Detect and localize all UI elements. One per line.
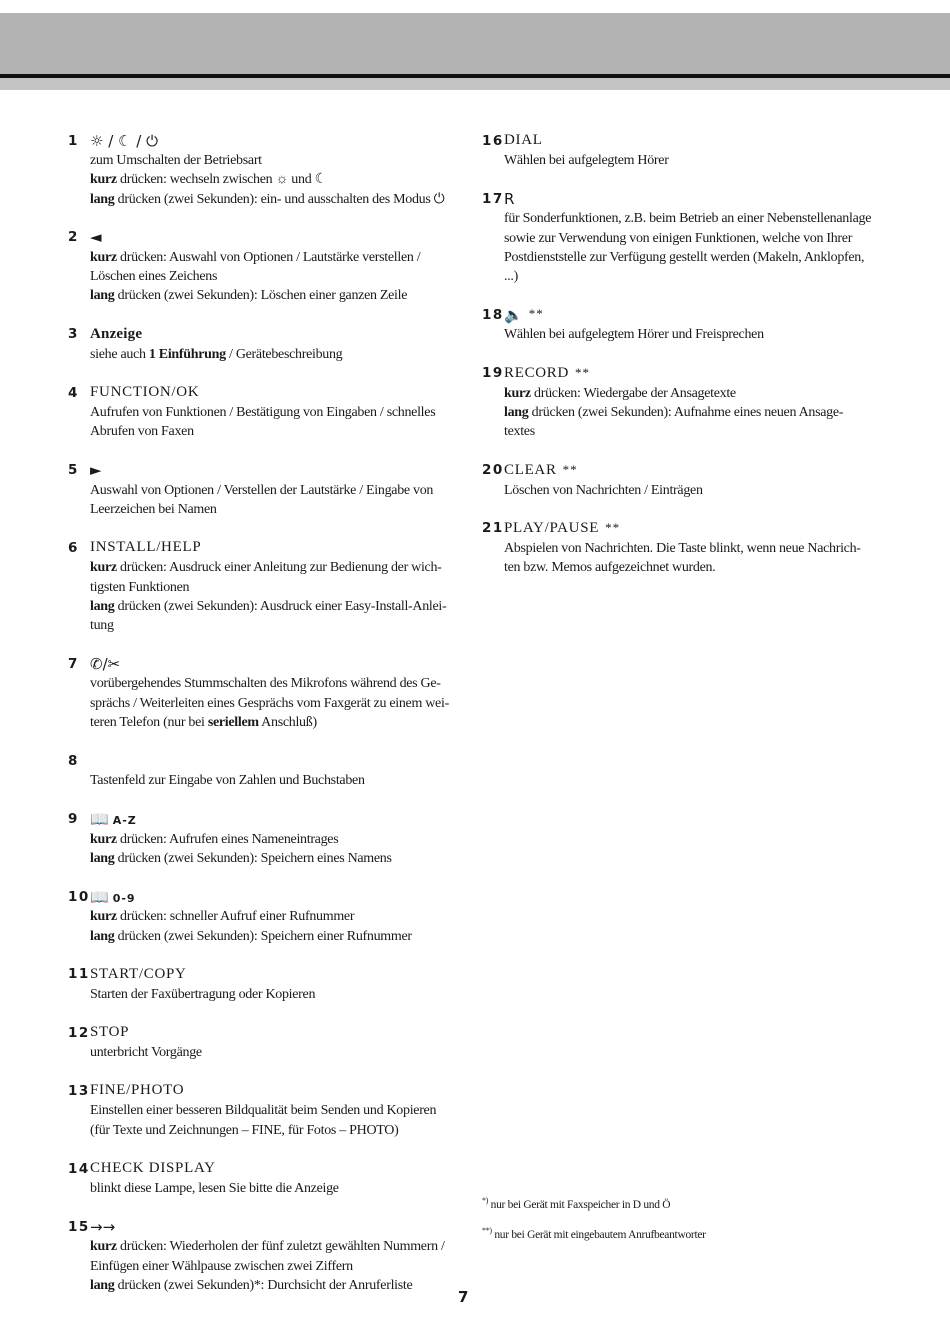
item-description [90,985,452,1004]
key-symbol-icon [90,132,158,150]
header-band [0,13,950,75]
description-line: zum Umschalten der Betriebsart [90,153,262,168]
item-description [504,539,866,578]
item-number: 15 [68,1218,90,1235]
description-line: tung [90,618,114,634]
item-number: 21 [482,520,504,537]
item-description [90,1179,452,1198]
item-description [90,1101,452,1140]
description-line [90,713,452,732]
text-run: Anschluß) [258,715,317,731]
item-heading [68,1158,452,1179]
text-run: drücken: Ausdruck einer Anleitung zur Bedienung der wich- [116,560,442,576]
item-number: 16 [482,132,504,149]
description-line: für Sonderfunktionen, z.B. beim Betrieb an einer Nebenstellenanlage [504,211,872,227]
item-title: FUNCTION/OK [90,384,200,401]
emphasis: kurz [90,1239,117,1255]
page-number: 7 [458,1288,469,1306]
legend-item [68,1080,452,1140]
text-run: drücken: schneller Aufruf einer Rufnummer [116,909,355,925]
item-description [504,209,872,286]
item-heading [68,653,452,674]
key-symbol-icon [90,1218,115,1236]
item-title: FINE/PHOTO [90,1082,185,1099]
item-title: PLAY/PAUSE [504,519,600,536]
description-line: sprächs / Weiterleiten eines Gesprächs vom Faxgerät zu einem wei- [90,695,449,711]
item-title: RECORD [504,364,570,381]
item-number: 20 [482,462,504,479]
legend-item [68,382,452,442]
item-description [90,771,452,790]
description-line: Wählen bei aufgelegtem Hörer und Freisprechen [504,327,764,343]
description-line [90,597,452,616]
legend-item [68,324,452,364]
description-line: Leerzeichen bei Namen [90,501,217,517]
emphasis: 1 Einführung [148,346,226,362]
emphasis: lang [90,928,115,944]
footnote-marker: ** [528,306,544,322]
emphasis: lang [90,1277,115,1293]
item-number: 13 [68,1082,90,1099]
key-symbol-glyph: ◄ [90,228,102,247]
legend-item [68,964,452,1004]
right-column [482,130,872,596]
text-run: drücken: Aufrufen eines Nameneintrages [116,831,339,847]
emphasis: lang [90,288,115,304]
key-symbol-icon [90,228,102,246]
item-number: 10 [68,888,90,905]
description-line [90,1237,452,1256]
legend-item [68,750,452,790]
footnote: *) nur bei Gerät mit Faxspeicher in D und Ö [482,1196,671,1211]
item-number: 6 [68,539,79,556]
footnote-marker: ** [605,519,621,535]
legend-item [482,304,866,344]
description-line [90,170,452,189]
text-run: drücken (zwei Sekunden): Aufnahme eines neuen Ansage- [528,405,844,421]
item-heading [68,964,452,985]
key-symbol-glyph: →→ [90,1217,116,1236]
text-run: drücken: Wiedergabe der Ansagetexte [530,385,736,401]
item-number: 8 [68,752,79,769]
item-number: 14 [68,1160,90,1177]
emphasis: kurz [90,249,117,265]
emphasis: lang [90,850,115,866]
item-title: CHECK DISPLAY [90,1160,216,1177]
description-line: Starten der Faxübertragung oder Kopieren [90,986,316,1002]
description-line [90,190,452,209]
legend-item [68,1158,452,1198]
footnote-marker: ** [562,461,578,477]
text-run: / Gerätebeschreibung [225,346,343,362]
left-column [68,130,452,1313]
description-line: Einfügen einer Wählpause zwischen zwei Ziffern [90,1258,353,1274]
text-run: teren Telefon (nur bei [90,715,208,731]
text-run: drücken: Auswahl von Optionen / Lautstärke verstellen / [116,249,421,265]
legend-item [68,653,452,732]
legend-item [482,518,866,578]
text-run: drücken (zwei Sekunden): Speichern einer Rufnummer [114,928,412,944]
item-heading [482,518,866,539]
item-number: 4 [68,384,79,401]
item-description [504,151,866,170]
text-run: drücken (zwei Sekunden): ein- und ausschalten des Modus ⏻ [114,191,445,207]
item-description [90,403,452,442]
description-line [504,384,866,403]
item-title: Anzeige [90,325,143,342]
item-number: 1 [68,132,79,149]
key-symbol-glyph: 🔈 [504,305,523,324]
description-line: Tastenfeld zur Eingabe von Zahlen und Buchstaben [90,773,365,789]
description-line: Postdienststelle zur Verfügung gestellt werden (Makeln, Anklopfen, [504,249,865,265]
emphasis: kurz [90,831,117,847]
emphasis: kurz [90,560,117,576]
item-heading [68,130,452,151]
key-symbol-icon [90,461,102,479]
text-run: drücken (zwei Sekunden): Ausdruck einer Easy-Install-Anlei- [114,598,447,614]
emphasis: seriellem [207,715,259,731]
item-description [90,907,452,946]
footnotes [482,1188,706,1248]
item-number: 3 [68,326,79,343]
footnote: **) nur bei Gerät mit eingebautem Anrufbeantworter [482,1225,706,1241]
item-title: CLEAR [504,461,557,478]
legend-item [482,460,866,500]
key-symbol-icon [504,306,523,324]
item-heading [68,809,452,830]
description-line: Aufrufen von Funktionen / Bestätigung von Eingaben / schnelles [90,405,436,421]
description-line: Auswahl von Optionen / Verstellen der Lautstärke / Eingabe von [90,482,434,498]
header-subband [0,78,950,90]
emphasis: kurz [90,909,117,925]
description-line [90,248,452,267]
key-symbol-tag: 0-9 [112,891,136,905]
item-heading [482,188,866,209]
item-heading [68,324,452,345]
item-heading [68,1022,452,1043]
item-description [90,248,452,306]
description-line [90,558,452,577]
item-description [90,1043,452,1062]
legend-item [68,460,452,520]
description-line: ten bzw. Memos aufgezeichnet wurden. [504,560,716,576]
text-run: drücken (zwei Sekunden): Löschen einer ganzen Zeile [114,288,408,304]
item-heading [68,460,452,481]
item-description [504,325,866,344]
description-line [90,849,452,868]
item-description [90,1237,452,1295]
item-heading [68,537,452,558]
legend-item [482,363,866,442]
legend-item [68,886,452,946]
item-heading [68,886,452,907]
key-symbol-glyph: R [504,189,515,208]
emphasis: kurz [90,172,117,188]
description-line: unterbricht Vorgänge [90,1045,202,1061]
description-line: sowie zur Verwendung von einigen Funktionen, welche von Ihrer [504,230,853,246]
item-title: START/COPY [90,965,187,982]
description-line: vorübergehendes Stummschalten des Mikrofons während des Ge- [90,676,441,692]
description-line [90,927,452,946]
emphasis: lang [504,405,529,421]
item-description [504,481,866,500]
description-line: tigsten Funktionen [90,579,190,595]
item-heading [68,1080,452,1101]
item-number: 5 [68,462,79,479]
item-number: 17 [482,190,504,207]
description-line: Abrufen von Faxen [90,424,194,440]
key-symbol-icon [90,810,137,828]
item-heading [68,382,452,403]
item-description [90,674,452,732]
description-line: Abspielen von Nachrichten. Die Taste blinkt, wenn neue Nachrich- [504,540,861,556]
key-symbol-tag: A-Z [112,814,137,828]
description-line [90,830,452,849]
item-description [90,151,452,209]
emphasis: lang [90,191,115,207]
description-line: (für Texte und Zeichnungen – FINE, für Fotos – PHOTO) [90,1122,399,1138]
item-number: 2 [68,229,79,246]
emphasis: kurz [504,385,531,401]
text-run: drücken (zwei Sekunden): Speichern eines Namens [114,850,392,866]
item-number: 9 [68,811,79,828]
description-line [90,1276,452,1295]
description-line [90,286,452,305]
item-heading [68,1216,452,1237]
description-line: Löschen von Nachrichten / Einträgen [504,482,703,498]
item-description [90,345,452,364]
key-symbol-glyph: 📖 [90,887,109,906]
item-heading [482,130,866,151]
legend-item [68,227,452,306]
description-line: Einstellen einer besseren Bildqualität beim Senden und Kopieren [90,1103,437,1119]
description-line [504,403,866,422]
key-symbol-glyph: 📖 [90,810,109,829]
key-symbol-icon [90,888,136,906]
key-symbol-icon [504,190,514,208]
item-description [90,830,452,869]
item-description [90,481,452,520]
item-number: 18 [482,306,504,323]
item-heading [482,363,866,384]
description-line: Löschen eines Zeichens [90,269,218,285]
item-heading [482,460,866,481]
description-line [90,345,452,364]
item-description [504,384,866,442]
item-heading [482,304,866,325]
key-symbol-glyph: ✆/✂ [90,654,121,673]
key-symbol-icon [90,655,120,673]
legend-item [68,809,452,869]
description-line [90,907,452,926]
description-line: blinkt diese Lampe, lesen Sie bitte die Anzeige [90,1181,339,1197]
item-number: 11 [68,966,90,983]
legend-item [482,130,866,170]
item-number: 12 [68,1024,90,1041]
text-run: siehe auch [90,346,149,362]
description-line: Wählen bei aufgelegtem Hörer [504,153,669,168]
item-heading [68,750,452,771]
text-run: drücken (zwei Sekunden)*: Durchsicht der Anruferliste [114,1277,413,1293]
footnote-marker: ** [575,364,591,380]
description-line: ...) [504,269,518,285]
item-heading [68,227,452,248]
item-title: STOP [90,1024,130,1041]
item-title: DIAL [504,132,543,148]
description-line: textes [504,424,535,440]
text-run: drücken: Wiederholen der fünf zuletzt gewählten Nummern / [116,1239,445,1255]
item-number: 7 [68,655,79,672]
legend-item [68,1216,452,1295]
legend-item [68,130,452,209]
legend-item [68,537,452,635]
item-title: INSTALL/HELP [90,539,202,556]
legend-item [482,188,872,286]
key-symbol-glyph: ► [90,461,102,480]
text-run: drücken: wechseln zwischen ☼ und ☾ [116,172,327,188]
item-number: 19 [482,365,504,382]
item-description [90,558,452,635]
key-symbol-glyph: ☼ / ☾ / ⏻ [90,131,158,150]
legend-item [68,1022,452,1062]
emphasis: lang [90,598,115,614]
